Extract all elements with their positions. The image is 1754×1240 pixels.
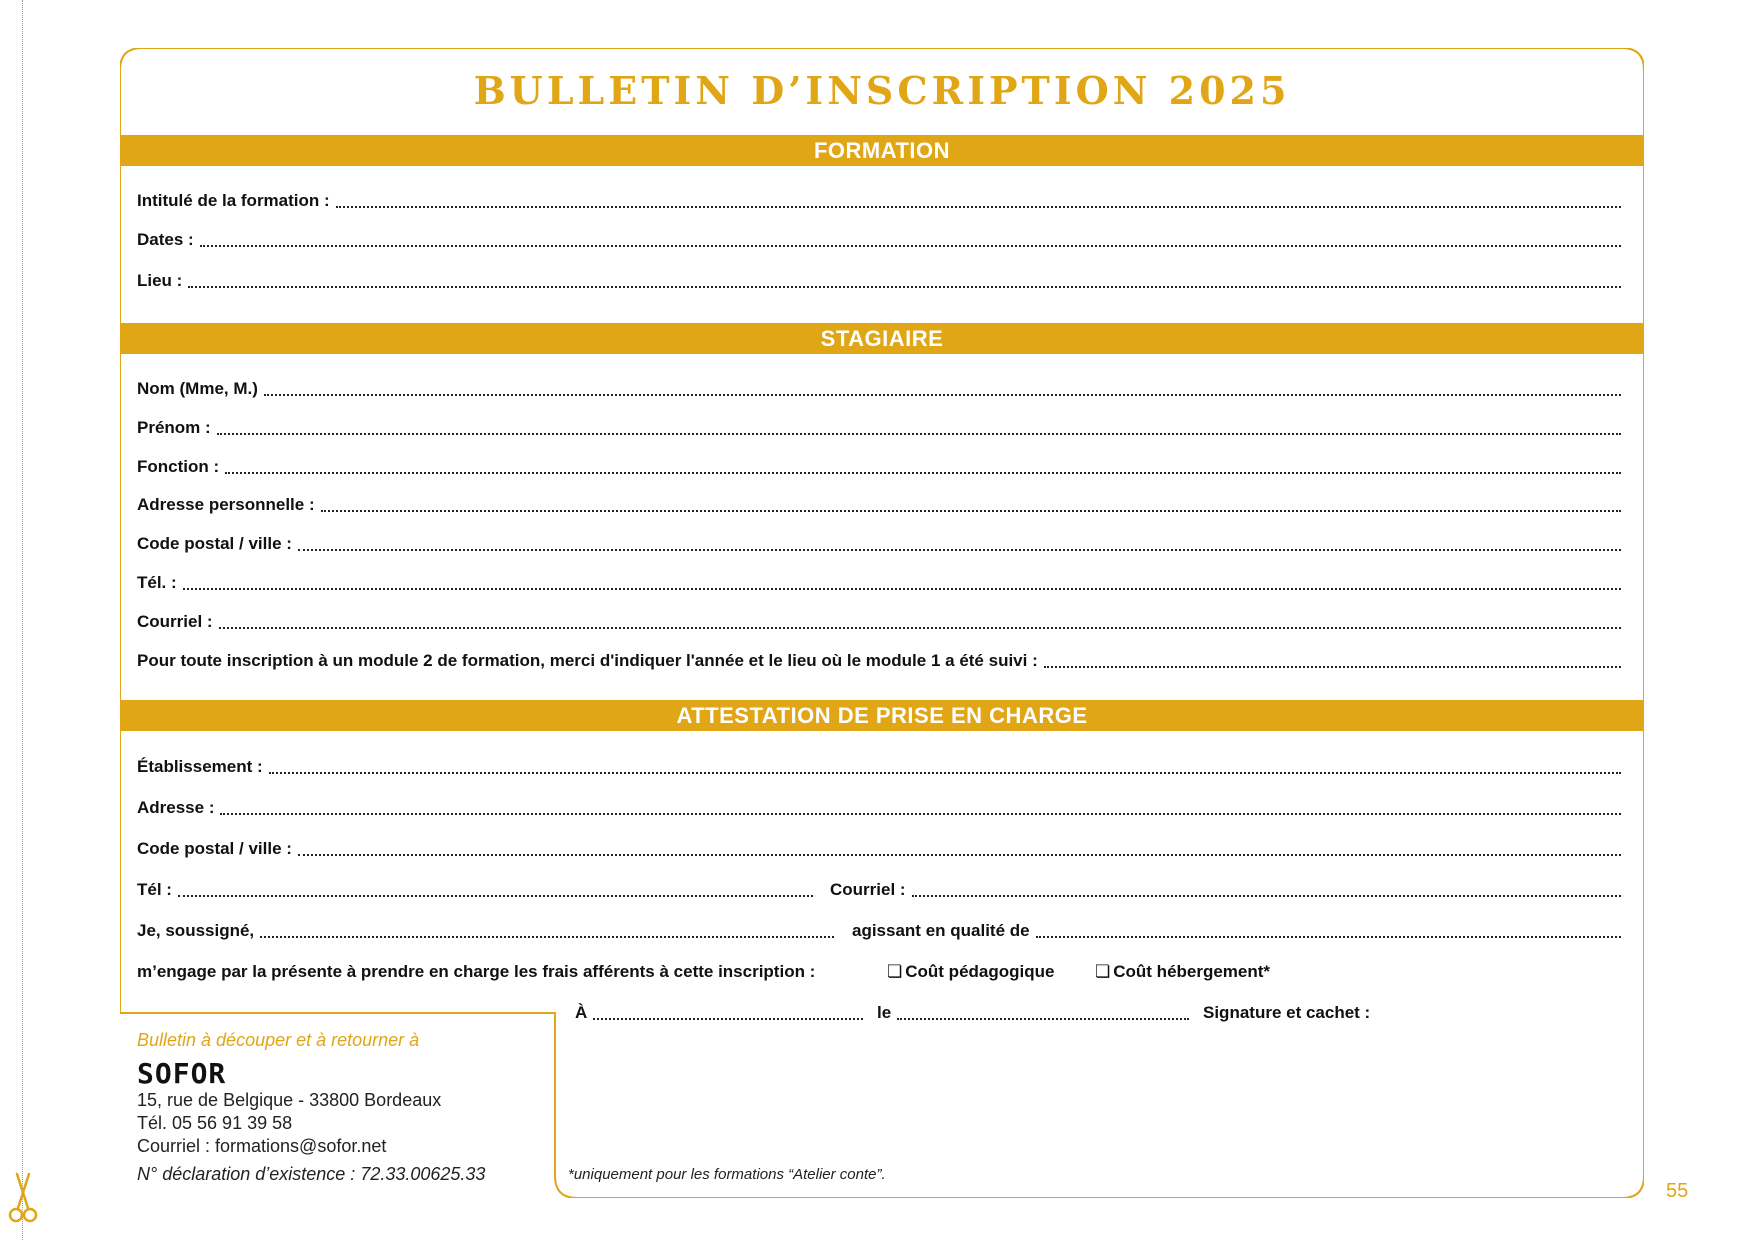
field-date-signature[interactable] (877, 1002, 1189, 1024)
option-label: Coût hébergement* (1113, 962, 1271, 981)
field-label: Courriel : (830, 880, 906, 899)
field-label: le (877, 1003, 892, 1022)
section-attestation-heading: ATTESTATION DE PRISE EN CHARGE (120, 700, 1644, 731)
fill-line[interactable] (298, 549, 1621, 551)
field-label: Pour toute inscription à un module 2 de formation, merci d'indiquer l'année et le lieu où le module 1 a été suivi : (137, 651, 1038, 670)
registration-form (120, 48, 1644, 1198)
engagement-label: m’engage par la présente à prendre en charge les frais afférents à cette inscription : (137, 962, 816, 981)
field-label: Dates : (137, 230, 194, 249)
fill-line[interactable] (897, 1018, 1189, 1020)
fill-line[interactable] (1036, 936, 1621, 938)
section-stagiaire-heading: STAGIAIRE (120, 323, 1644, 354)
field-label: Adresse personnelle : (137, 495, 315, 514)
field-label: Nom (Mme, M.) (137, 379, 258, 398)
field-etablissement[interactable] (137, 756, 1621, 778)
return-email: Courriel : formations@sofor.net (137, 1136, 387, 1156)
fill-line[interactable] (219, 627, 1621, 629)
field-label: Adresse : (137, 798, 215, 817)
scissors-icon (8, 1172, 38, 1224)
field-nom[interactable] (137, 378, 1621, 400)
field-label: Tél. : (137, 573, 177, 592)
sofor-logo: SOFOR (137, 1057, 227, 1090)
field-tel-etab[interactable] (137, 879, 813, 901)
field-label: Intitulé de la formation : (137, 191, 330, 210)
fill-line[interactable] (593, 1018, 863, 1020)
return-intro: Bulletin à découper et à retourner à (137, 1030, 420, 1050)
fill-line[interactable] (178, 895, 813, 897)
return-address: 15, rue de Belgique - 33800 Bordeaux (137, 1090, 442, 1110)
field-fonction[interactable] (137, 456, 1621, 478)
fill-line[interactable] (188, 286, 1621, 288)
checkbox-icon[interactable]: ❏ (887, 962, 903, 981)
engagement-text (137, 961, 897, 983)
field-lieu[interactable] (137, 270, 1621, 292)
field-courriel[interactable] (137, 611, 1621, 633)
field-label: Je, soussigné, (137, 921, 255, 940)
field-label: À (575, 1003, 588, 1022)
fill-line[interactable] (200, 245, 1621, 247)
return-address-block (137, 1030, 537, 1203)
field-courriel-etab[interactable] (830, 879, 1621, 901)
option-label: Coût pédagogique (905, 962, 1055, 981)
field-intitule[interactable] (137, 190, 1621, 212)
field-label: Établissement : (137, 757, 263, 776)
field-code-postal-etab[interactable] (137, 838, 1621, 860)
page-number: 55 (1666, 1180, 1689, 1202)
signature-label: Signature et cachet : (1203, 1003, 1371, 1022)
field-soussigne[interactable] (137, 920, 834, 942)
field-module-1[interactable] (137, 650, 1621, 672)
fill-line[interactable] (321, 510, 1621, 512)
field-qualite[interactable] (852, 920, 1621, 942)
form-title: BULLETIN D’INSCRIPTION 2025 (473, 68, 1291, 113)
field-label: Fonction : (137, 457, 220, 476)
field-code-postal[interactable] (137, 533, 1621, 555)
field-label: Tél : (137, 880, 172, 899)
field-adresse-personnelle[interactable] (137, 494, 1621, 516)
fill-line[interactable] (298, 854, 1621, 856)
option-cout-pedagogique[interactable] (887, 961, 1087, 983)
field-adresse[interactable] (137, 797, 1621, 819)
field-label: Lieu : (137, 271, 183, 290)
fill-line[interactable] (336, 206, 1621, 208)
footnote: *uniquement pour les formations “Atelier conte”. (568, 1166, 886, 1183)
cut-line (22, 0, 23, 1240)
field-label: Prénom : (137, 418, 211, 437)
field-prenom[interactable] (137, 417, 1621, 439)
fill-line[interactable] (183, 588, 1621, 590)
declaration-number: N° déclaration d’existence : 72.33.00625.33 (137, 1164, 486, 1184)
fill-line[interactable] (225, 472, 1621, 474)
fill-line[interactable] (912, 895, 1621, 897)
field-lieu-signature[interactable] (575, 1002, 863, 1024)
fill-line[interactable] (269, 772, 1621, 774)
option-cout-hebergement[interactable] (1095, 961, 1315, 983)
field-label: Code postal / ville : (137, 534, 292, 553)
field-tel[interactable] (137, 572, 1621, 594)
fill-line[interactable] (1044, 666, 1621, 668)
field-dates[interactable] (137, 229, 1621, 251)
section-formation-heading: FORMATION (120, 135, 1644, 166)
field-label: Code postal / ville : (137, 839, 292, 858)
field-label: Courriel : (137, 612, 213, 631)
fill-line[interactable] (220, 813, 1621, 815)
return-phone: Tél. 05 56 91 39 58 (137, 1113, 293, 1133)
field-label: agissant en qualité de (852, 921, 1030, 940)
checkbox-icon[interactable]: ❏ (1095, 962, 1111, 981)
signature-area[interactable] (1203, 1002, 1463, 1024)
fill-line[interactable] (217, 433, 1621, 435)
fill-line[interactable] (264, 394, 1621, 396)
fill-line[interactable] (260, 936, 834, 938)
